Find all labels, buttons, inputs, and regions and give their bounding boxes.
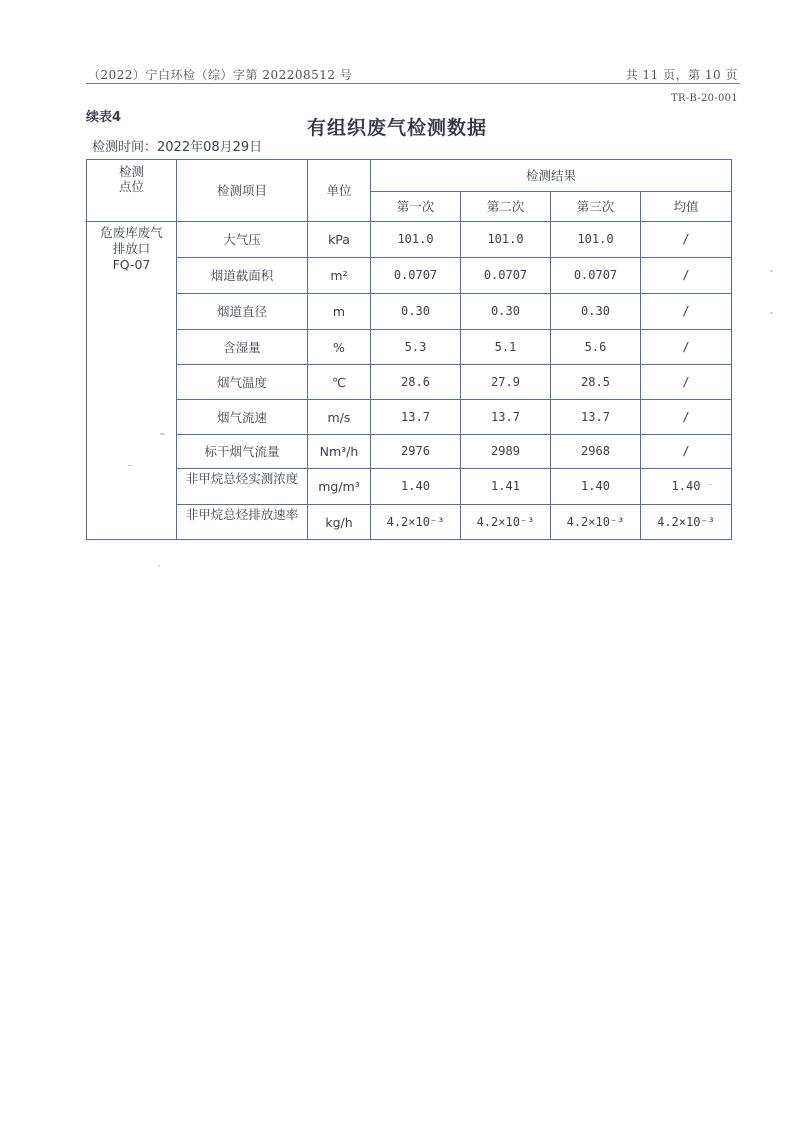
item-cell: 烟气温度 [177, 365, 308, 400]
first-value-cell: 0.30 [371, 294, 461, 330]
header-point: 检测 点位 [87, 160, 177, 222]
header-first: 第一次 [371, 192, 461, 222]
scan-speck [128, 465, 132, 466]
item-cell: 烟道直径 [177, 294, 308, 330]
average-value-cell: / [641, 435, 732, 469]
unit-cell: % [308, 330, 371, 365]
scan-speck [770, 270, 773, 272]
first-value-cell: 0.0707 [371, 258, 461, 294]
second-value-cell: 4.2×10⁻³ [461, 505, 551, 540]
scan-speck [158, 565, 160, 567]
item-cell: 非甲烷总烃排放速率 [177, 505, 308, 540]
item-cell: 标干烟气流量 [177, 435, 308, 469]
unit-cell: m [308, 294, 371, 330]
header-third: 第三次 [551, 192, 641, 222]
first-value-cell: 4.2×10⁻³ [371, 505, 461, 540]
header-results: 检测结果 [371, 160, 732, 192]
scan-speck [160, 433, 165, 435]
third-value-cell: 5.6 [551, 330, 641, 365]
third-value-cell: 4.2×10⁻³ [551, 505, 641, 540]
average-value-cell: / [641, 365, 732, 400]
table-row [87, 330, 732, 365]
test-time: 检测时间：2022年08月29日 [92, 140, 263, 155]
unit-cell: m² [308, 258, 371, 294]
header-unit: 单位 [308, 160, 371, 222]
header-divider [86, 83, 740, 84]
scan-speck [770, 312, 773, 314]
second-value-cell: 0.0707 [461, 258, 551, 294]
average-value-cell: / [641, 294, 732, 330]
unit-cell: kg/h [308, 505, 371, 540]
table-row [87, 222, 732, 258]
average-value-cell: / [641, 258, 732, 294]
item-cell: 大气压 [177, 222, 308, 258]
average-value-cell: 4.2×10⁻³ [641, 505, 732, 540]
third-value-cell: 101.0 [551, 222, 641, 258]
first-value-cell: 13.7 [371, 400, 461, 435]
item-cell: 非甲烷总烃实测浓度 [177, 469, 308, 505]
table-row [87, 365, 732, 400]
second-value-cell: 101.0 [461, 222, 551, 258]
header-second: 第二次 [461, 192, 551, 222]
unit-cell: mg/m³ [308, 469, 371, 505]
table-row [87, 258, 732, 294]
first-value-cell: 101.0 [371, 222, 461, 258]
second-value-cell: 27.9 [461, 365, 551, 400]
header-average: 均值 [641, 192, 732, 222]
second-value-cell: 1.41 [461, 469, 551, 505]
table-row [87, 294, 732, 330]
unit-cell: kPa [308, 222, 371, 258]
item-cell: 烟道截面积 [177, 258, 308, 294]
second-value-cell: 0.30 [461, 294, 551, 330]
second-value-cell: 2989 [461, 435, 551, 469]
table-row [87, 469, 732, 505]
first-value-cell: 28.6 [371, 365, 461, 400]
table-row [87, 400, 732, 435]
table-label: 续表4 [86, 110, 122, 125]
average-value-cell: / [641, 400, 732, 435]
first-value-cell: 2976 [371, 435, 461, 469]
second-value-cell: 13.7 [461, 400, 551, 435]
exhaust-gas-data-table [86, 159, 732, 540]
sampling-point: 危废库废气 排放口 FQ-07 [87, 222, 177, 540]
unit-cell: m/s [308, 400, 371, 435]
item-cell: 烟气流速 [177, 400, 308, 435]
document-code: TR-B-20-001 [671, 93, 738, 104]
average-value-cell: / [641, 330, 732, 365]
table-row [87, 505, 732, 540]
page-info: 共 11 页，第 10 页 [625, 68, 738, 82]
third-value-cell: 28.5 [551, 365, 641, 400]
unit-cell: ℃ [308, 365, 371, 400]
item-cell: 含湿量 [177, 330, 308, 365]
third-value-cell: 1.40 [551, 469, 641, 505]
second-value-cell: 5.1 [461, 330, 551, 365]
first-value-cell: 5.3 [371, 330, 461, 365]
third-value-cell: 13.7 [551, 400, 641, 435]
average-value-cell: 1.40 [641, 469, 732, 505]
third-value-cell: 2968 [551, 435, 641, 469]
scan-speck [708, 484, 712, 485]
report-number: （2022）宁白环检（综）字第 202208512 号 [88, 68, 353, 82]
header-item: 检测项目 [177, 160, 308, 222]
third-value-cell: 0.30 [551, 294, 641, 330]
first-value-cell: 1.40 [371, 469, 461, 505]
third-value-cell: 0.0707 [551, 258, 641, 294]
unit-cell: Nm³/h [308, 435, 371, 469]
page-title: 有组织废气检测数据 [306, 117, 487, 139]
table-row [87, 435, 732, 469]
average-value-cell: / [641, 222, 732, 258]
